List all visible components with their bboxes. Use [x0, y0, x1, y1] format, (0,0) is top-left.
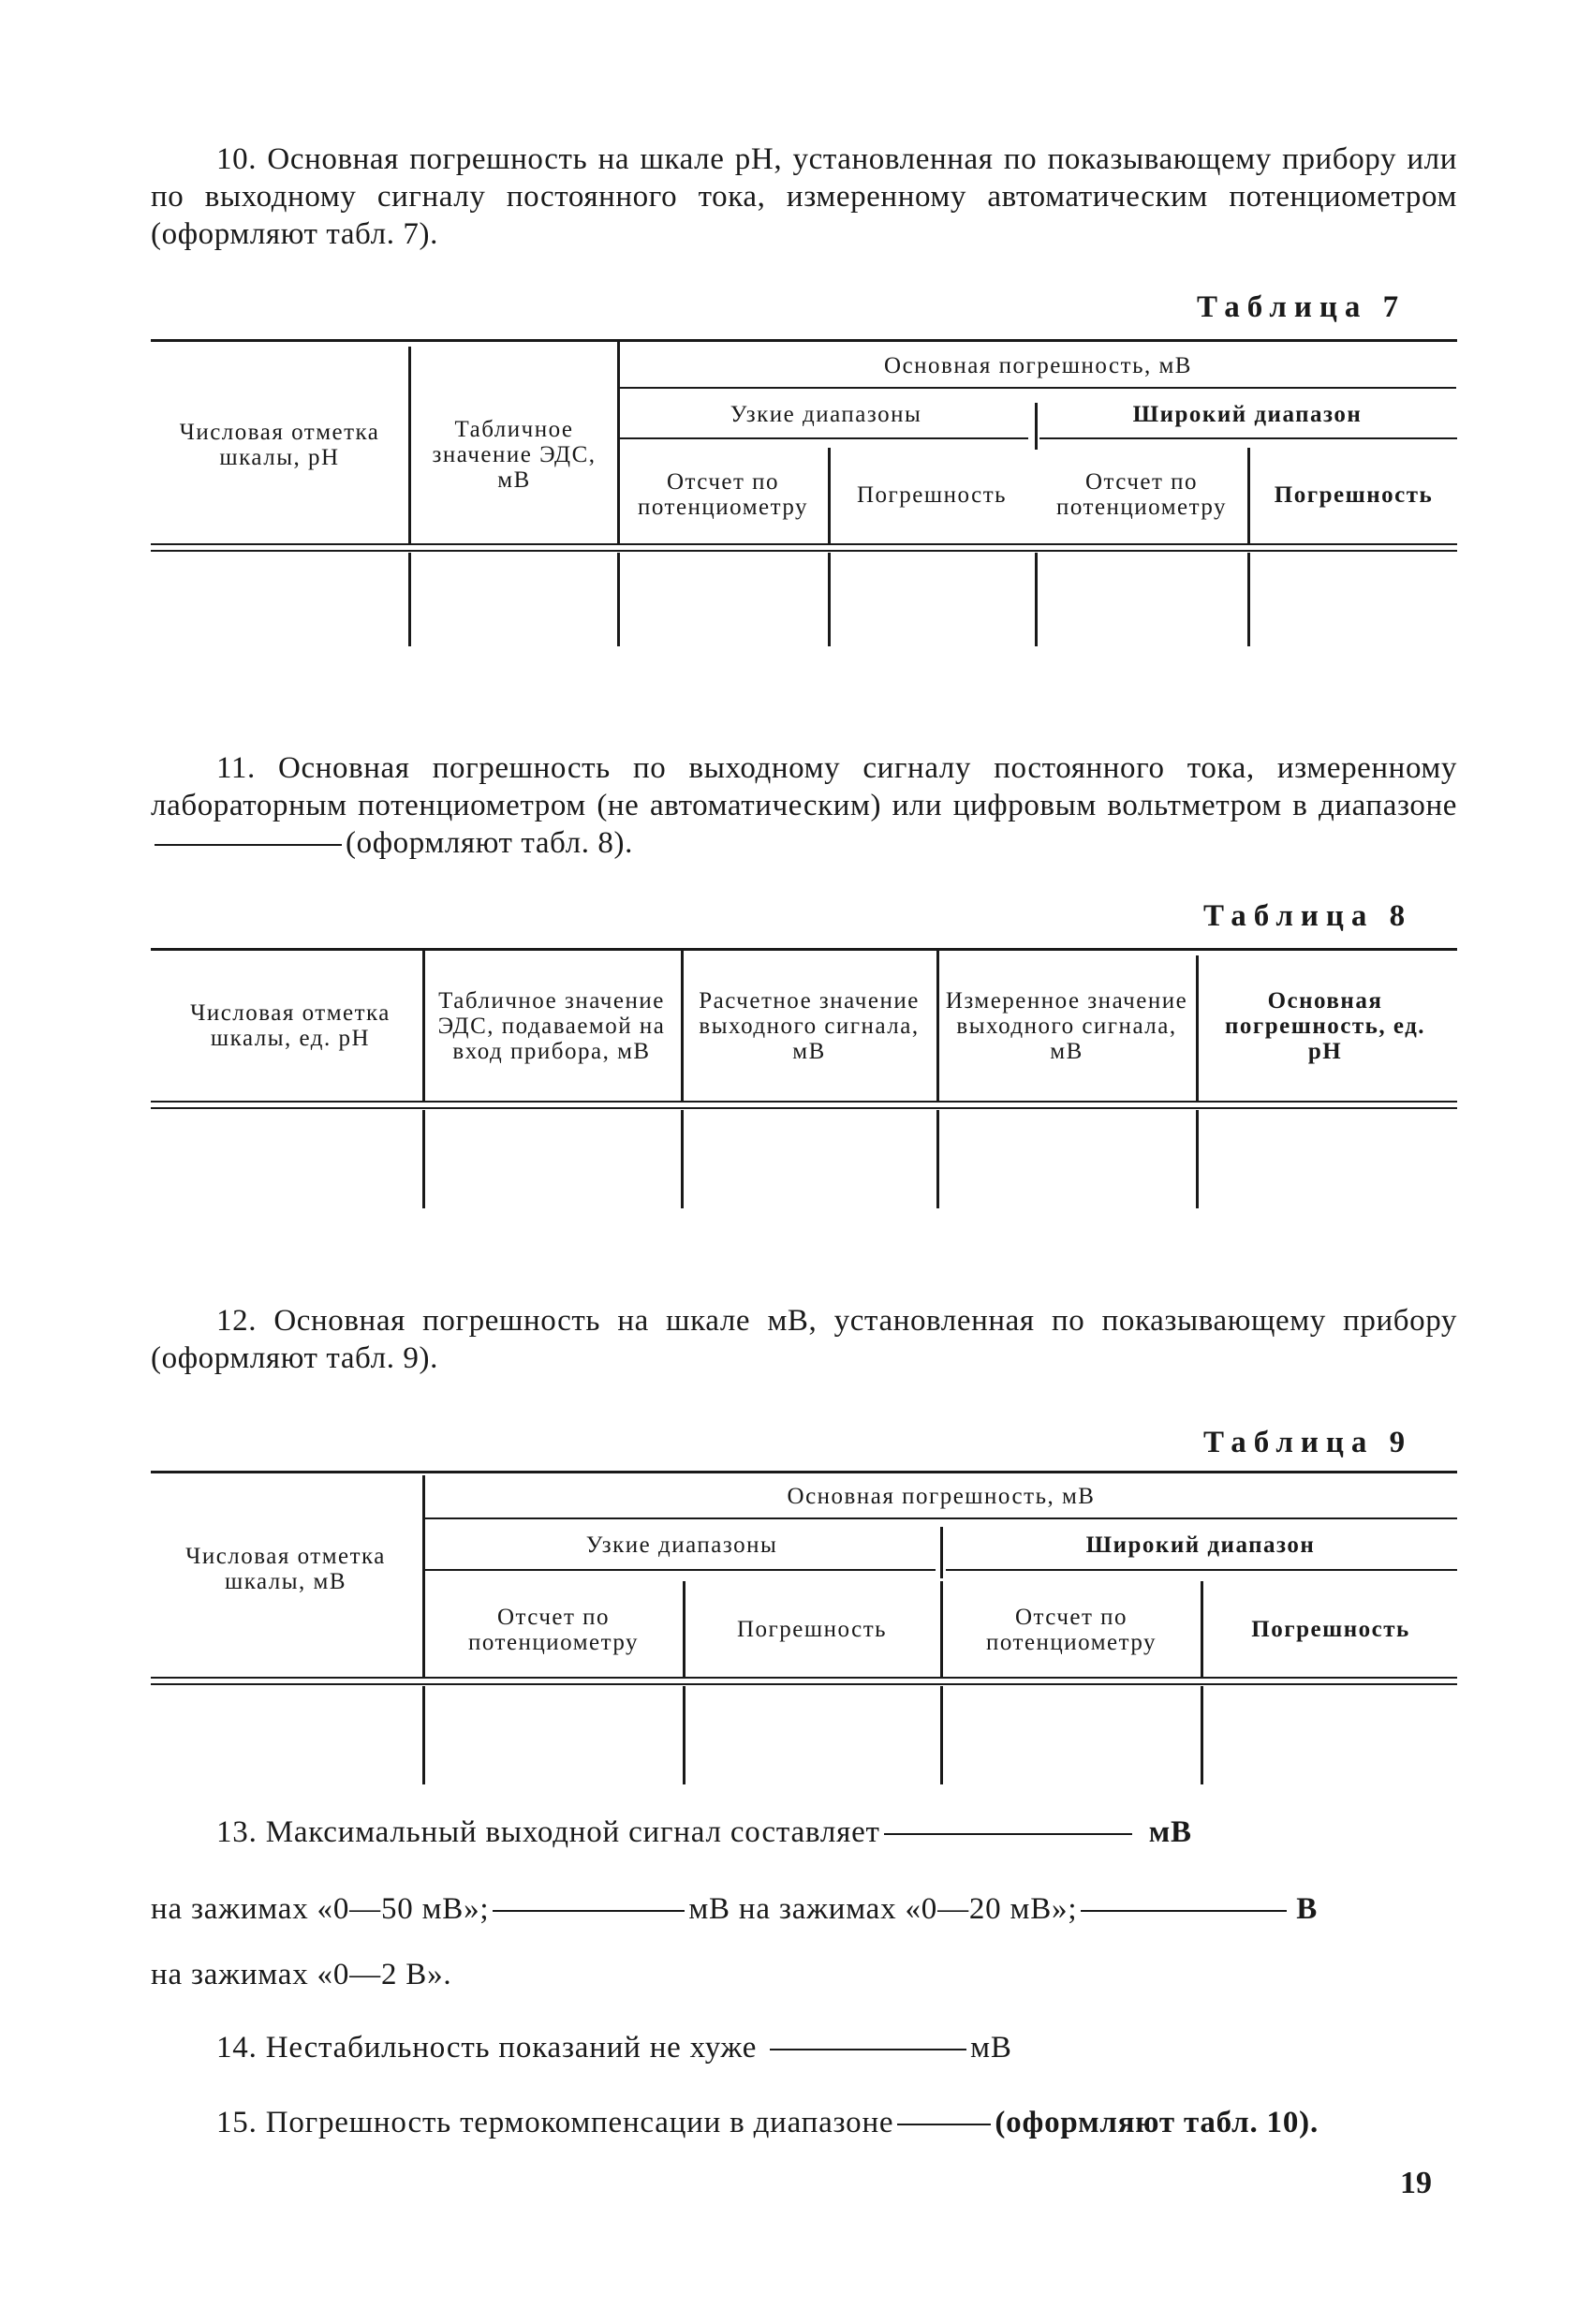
paragraph-11-body — [151, 749, 1457, 862]
table-9-header-error-narrow: Погрешность — [736, 1617, 888, 1642]
table-8-header-error: Основная погрешность, ед. рН — [1224, 987, 1426, 1064]
item-14 — [216, 2031, 1012, 2065]
table-7-rule — [620, 387, 1456, 389]
table-9-divider — [940, 1527, 943, 1578]
table-7-header-wide: Широкий диапазон — [1132, 401, 1363, 427]
table-7-header-scale: Числовая отметка шкалы, рН — [179, 420, 380, 470]
table-7-divider — [408, 347, 411, 543]
blank-field — [884, 1833, 1132, 1835]
table-7-header-error-group: Основная погрешность, мВ — [884, 352, 1192, 378]
table-7-header-error-narrow: Погрешность — [856, 481, 1008, 508]
table-9-top-rule — [151, 1471, 1457, 1473]
table-8-header-measured: Измеренное значение выходного сигнала, мВ — [945, 987, 1188, 1064]
table-8-rule — [151, 1101, 1457, 1103]
table-8-divider — [422, 951, 425, 1101]
table-9-rule — [425, 1569, 936, 1571]
paragraph-11-text: 11. Основная погрешность по выходному сигналу постоянного тока, измеренному лабораторным потенциометром (не автоматическим) или цифровым вольтметром в диапазоне — [151, 751, 1457, 822]
table-9-divider — [940, 1581, 943, 1677]
item-13-line-2 — [151, 1892, 1318, 1927]
item-13-unit: мВ — [1148, 1815, 1192, 1849]
table-8-header-emf: Табличное значение ЭДС, подаваемой на вход прибора, мВ — [437, 987, 666, 1064]
table-8-top-rule — [151, 948, 1457, 951]
table-7-header-narrow: Узкие диапазоны — [730, 401, 922, 427]
table-8-divider — [1196, 955, 1199, 1101]
table-7-top-rule — [151, 339, 1457, 342]
table-7-divider — [617, 553, 620, 646]
paragraph-11-tail: (оформляют табл. 8). — [346, 826, 633, 860]
table-9-header-wide: Широкий диапазон — [1085, 1532, 1316, 1558]
table-9-divider — [1201, 1686, 1203, 1784]
table-7-header-reading-narrow: Отсчет по потенциометру — [637, 469, 809, 520]
table-8-divider — [936, 951, 939, 1101]
table-8-caption: Таблица 8 — [1203, 899, 1413, 933]
paragraph-10 — [151, 141, 1457, 253]
table-9-rule — [151, 1677, 1457, 1679]
table-8-header-scale: Числовая отметка шкалы, ед. рН — [190, 1000, 391, 1051]
table-7-header-emf: Табличное значение ЭДС, мВ — [432, 416, 597, 493]
table-7-rule — [151, 543, 1457, 545]
paragraph-11 — [151, 749, 1457, 862]
table-8-divider — [1196, 1110, 1199, 1208]
table-8-divider — [936, 1110, 939, 1208]
item-15-tail: (оформляют табл. 10). — [995, 2106, 1319, 2139]
table-8-rule — [151, 1107, 1457, 1109]
table-8-divider — [681, 1110, 684, 1208]
table-9-rule — [425, 1517, 1457, 1519]
table-7-caption: Таблица 7 — [1197, 290, 1407, 324]
table-7-header-error-wide: Погрешность — [1274, 481, 1434, 508]
table-9-caption: Таблица 9 — [1203, 1426, 1413, 1459]
page-number: 19 — [1400, 2166, 1432, 2200]
table-7-rule — [1039, 437, 1457, 439]
table-7-header-reading-wide: Отсчет по потенциометру — [1055, 469, 1228, 520]
item-13-text-b: мВ на зажимах «0—20 мВ»; — [688, 1892, 1078, 1926]
item-14-unit: мВ — [970, 2031, 1012, 2065]
table-7-divider — [408, 553, 411, 646]
table-9-divider — [683, 1686, 685, 1784]
blank-field — [493, 1910, 685, 1912]
item-13-text-a: на зажимах «0—50 мВ»; — [151, 1892, 490, 1926]
item-14-text: 14. Нестабильность показаний не хуже — [216, 2031, 758, 2065]
table-9-header-reading-wide: Отсчет по потенциометру — [985, 1604, 1157, 1655]
table-7-rule — [620, 437, 1028, 439]
item-13-line-1 — [216, 1815, 1192, 1850]
table-8-divider — [422, 1110, 425, 1208]
blank-field — [770, 2049, 966, 2050]
table-7-rule — [151, 550, 1457, 552]
item-13-unit-2: В — [1296, 1892, 1319, 1926]
table-9-header-error-group: Основная погрешность, мВ — [787, 1483, 1096, 1509]
blank-field — [897, 2124, 991, 2125]
blank-field — [1081, 1910, 1287, 1912]
table-8-header-calculated: Расчетное значение выходного сигнала, мВ — [699, 987, 920, 1064]
table-9-rule — [946, 1569, 1457, 1571]
table-8-divider — [681, 951, 684, 1101]
table-9-rule — [151, 1683, 1457, 1685]
table-9-header-narrow: Узкие диапазоны — [585, 1532, 778, 1558]
table-9-header-reading-narrow: Отсчет по потенциометру — [467, 1604, 640, 1655]
table-9-divider — [1201, 1581, 1203, 1677]
item-13-line-3: на зажимах «0—2 В». — [151, 1958, 452, 1991]
item-13-text: 13. Максимальный выходной сигнал составляет — [216, 1815, 880, 1849]
table-7-divider — [1035, 553, 1038, 646]
item-15-text: 15. Погрешность термокомпенсации в диапазоне — [216, 2106, 894, 2139]
table-7-divider — [1247, 553, 1250, 646]
paragraph-10-text: 10. Основная погрешность на шкале рН, установленная по показывающему прибору или по выходному сигналу постоянного тока, измеренному автоматическим потенциометром (оформляют табл. 7). — [151, 142, 1457, 251]
paragraph-12 — [151, 1302, 1457, 1377]
table-9-divider — [422, 1686, 425, 1784]
blank-field — [155, 844, 342, 846]
table-7-divider — [828, 553, 831, 646]
table-9-divider — [940, 1686, 943, 1784]
table-9-header-scale: Числовая отметка шкалы, мВ — [185, 1544, 386, 1594]
item-15 — [216, 2106, 1319, 2140]
table-9-header-error-wide: Погрешность — [1251, 1617, 1410, 1642]
paragraph-12-text: 12. Основная погрешность на шкале мВ, установленная по показывающему прибору (оформляют табл. 9). — [151, 1304, 1457, 1375]
